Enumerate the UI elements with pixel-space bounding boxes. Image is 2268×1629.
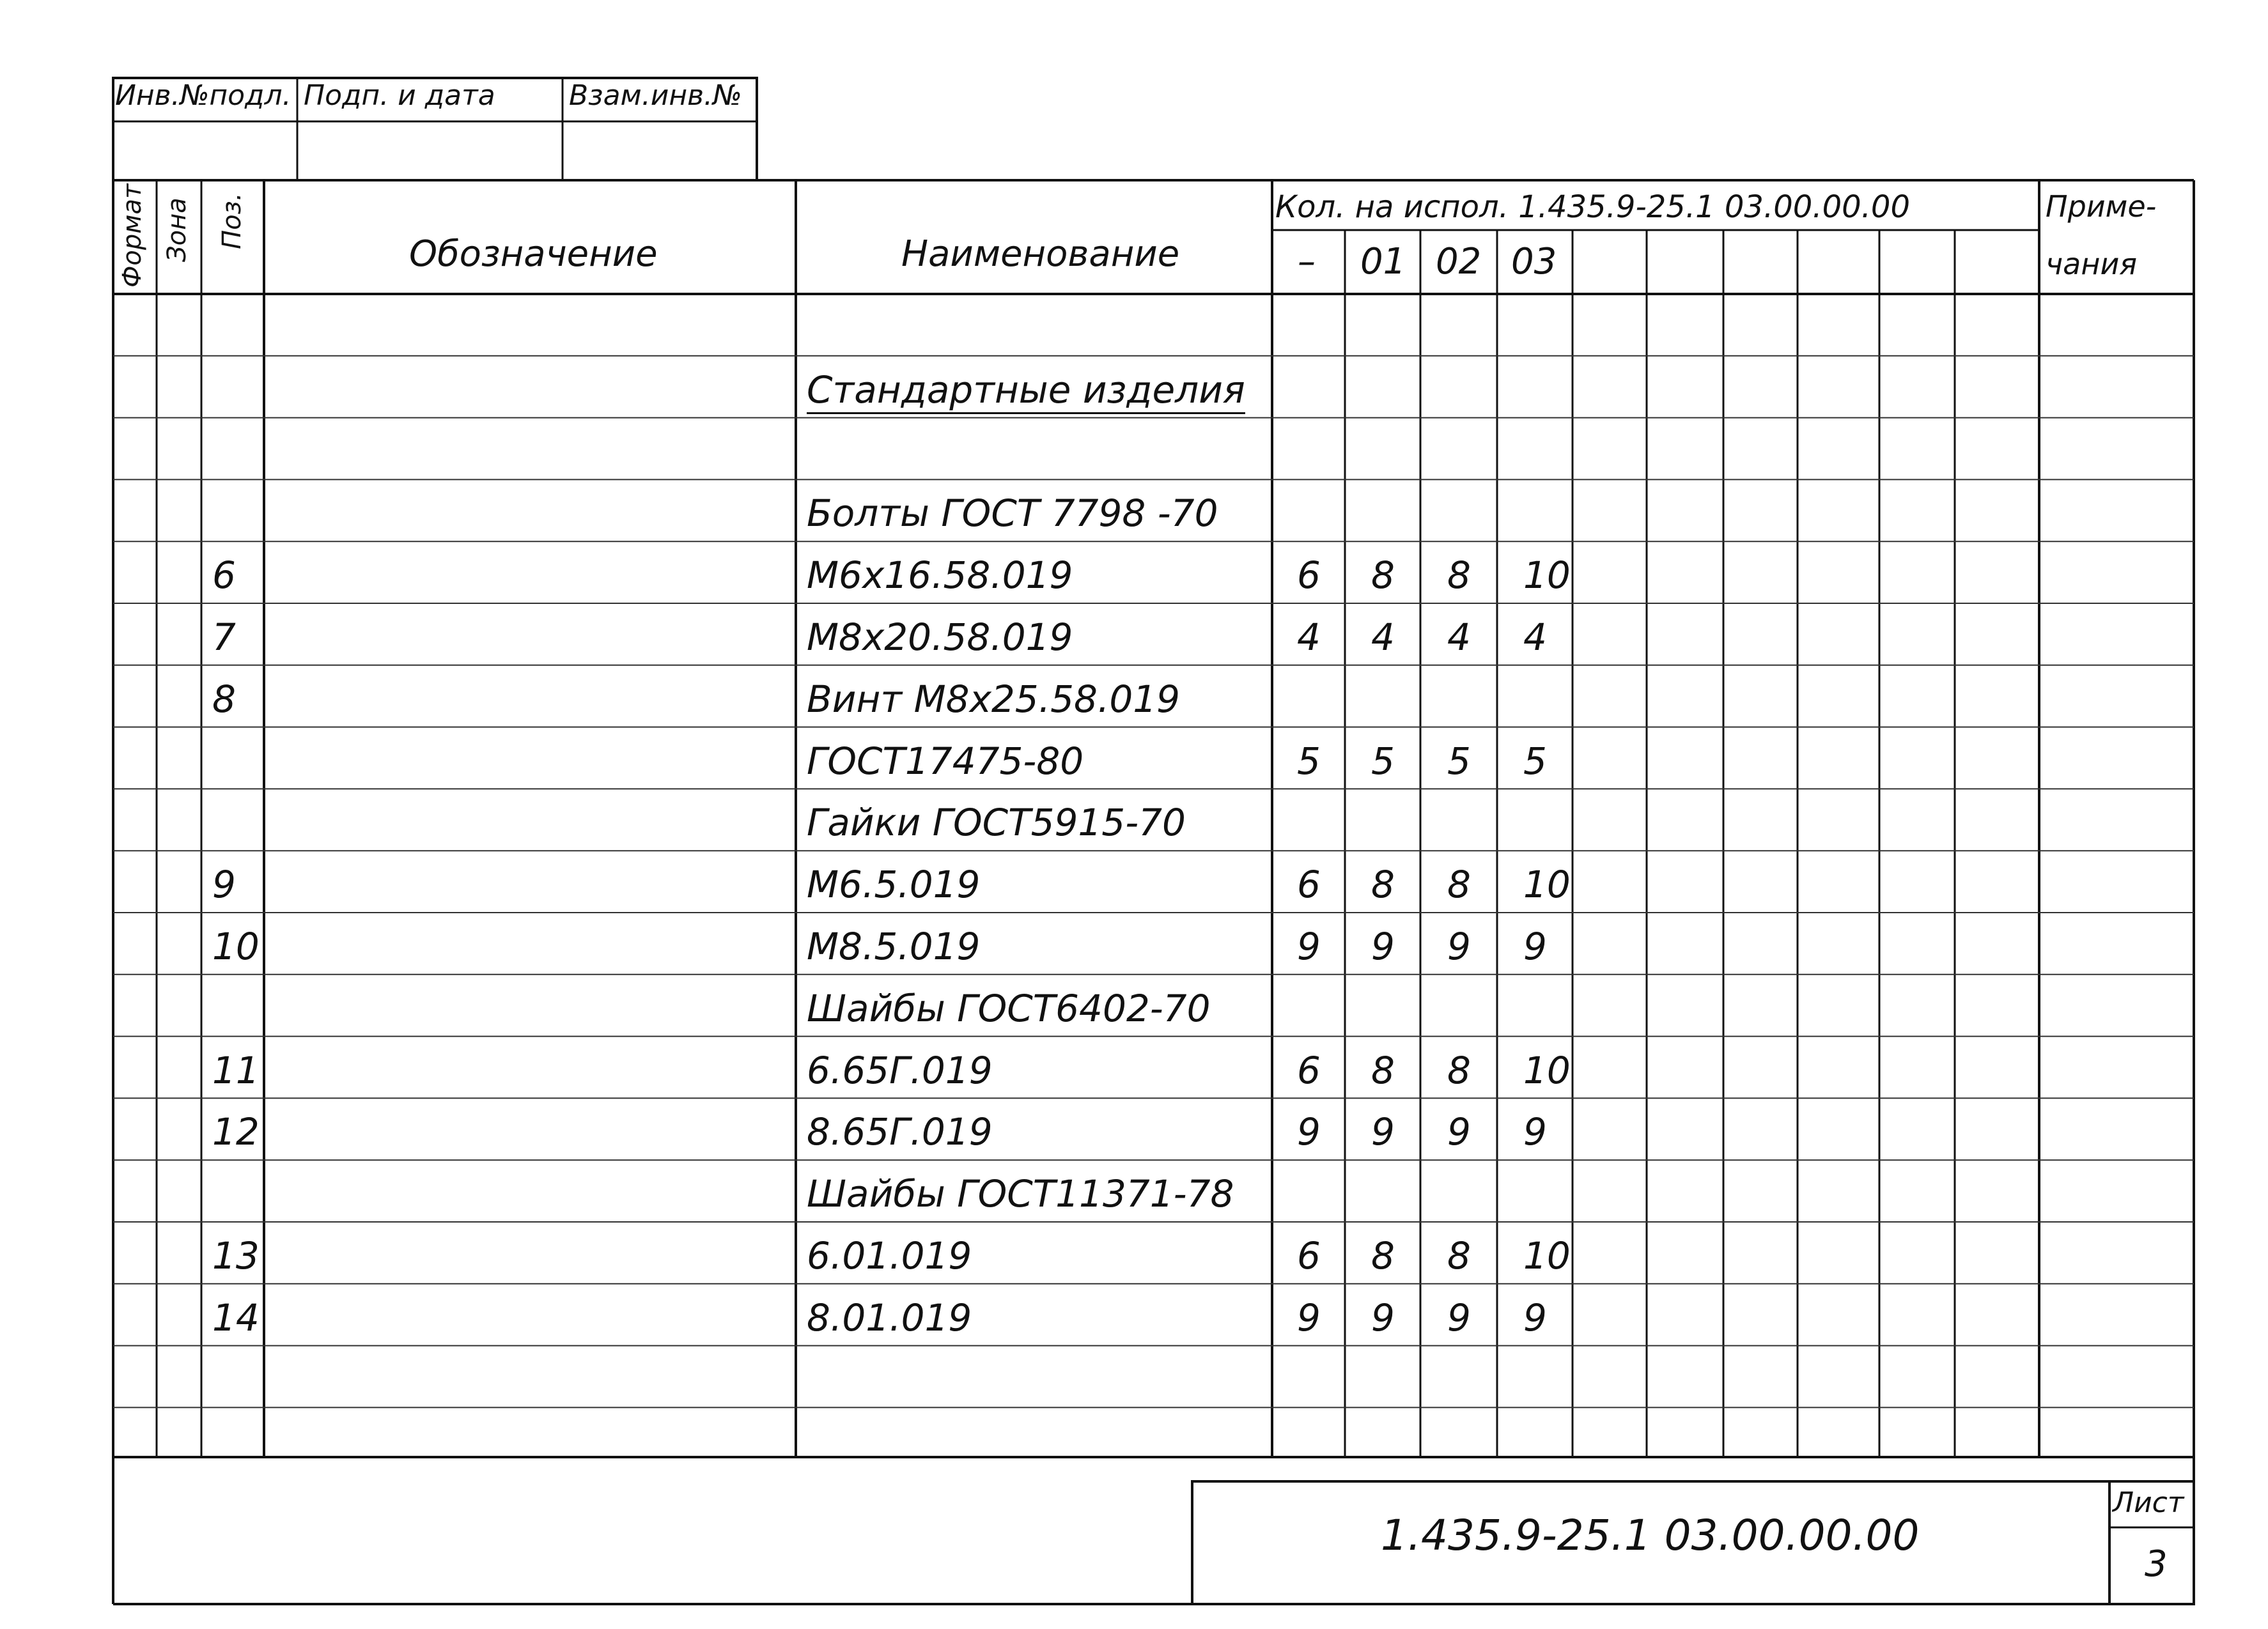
row-qty-02: 8 xyxy=(1447,553,1471,598)
row-qty-base: 6 xyxy=(1297,863,1321,907)
row-qty-03: 10 xyxy=(1523,1048,1571,1092)
row-name: 8.01.019 xyxy=(807,1295,972,1339)
row-qty-01: 4 xyxy=(1371,615,1395,659)
title-block-list-number: 3 xyxy=(2145,1543,2168,1585)
section-title: Стандартные изделия xyxy=(807,371,1245,414)
row-poz: 8 xyxy=(212,677,236,721)
row-name: М6х16.58.019 xyxy=(807,553,1073,598)
row-qty-02: 9 xyxy=(1447,1110,1471,1154)
header-zona: Зона xyxy=(162,197,192,262)
row-name: М6.5.019 xyxy=(807,863,981,907)
header-kol-col: 03 xyxy=(1511,241,1557,282)
row-qty-01: 8 xyxy=(1371,553,1395,598)
row-qty-01: 9 xyxy=(1371,1295,1395,1339)
row-qty-base: 6 xyxy=(1297,553,1321,598)
row-qty-02: 8 xyxy=(1447,863,1471,907)
row-qty-02: 8 xyxy=(1447,1234,1471,1278)
row-poz: 10 xyxy=(212,925,260,968)
row-qty-base: 4 xyxy=(1297,615,1321,659)
row-poz: 13 xyxy=(212,1234,260,1278)
row-qty-base: 9 xyxy=(1297,1110,1321,1154)
row-name: Винт М8х25.58.019 xyxy=(807,677,1181,721)
header-kol-title: Кол. на испол. 1.435.9-25.1 03.00.00.00 xyxy=(1275,189,1910,225)
row-qty-01: 8 xyxy=(1371,1234,1395,1278)
title-block-designation: 1.435.9-25.1 03.00.00.00 xyxy=(1381,1511,1920,1560)
row-poz: 7 xyxy=(212,615,236,659)
row-qty-base: 6 xyxy=(1297,1048,1321,1092)
row-qty-02: 9 xyxy=(1447,925,1471,968)
row-qty-base: 9 xyxy=(1297,1295,1321,1339)
row-name: Гайки ГОСТ5915-70 xyxy=(807,801,1186,845)
row-name: Болты ГОСТ 7798 -70 xyxy=(807,491,1218,536)
row-name: М8х20.58.019 xyxy=(807,615,1073,659)
row-poz: 12 xyxy=(212,1110,260,1154)
row-poz: 6 xyxy=(212,553,236,598)
header-format: Формат xyxy=(118,183,147,288)
row-qty-01: 8 xyxy=(1371,1048,1395,1092)
row-qty-03: 9 xyxy=(1523,925,1547,968)
row-poz: 14 xyxy=(212,1295,260,1339)
stamp-vzam-inv: Взам.инв.№ xyxy=(569,79,742,112)
row-qty-03: 4 xyxy=(1523,615,1547,659)
row-qty-01: 8 xyxy=(1371,863,1395,907)
stamp-podp-data: Подп. и дата xyxy=(304,79,495,112)
row-qty-02: 5 xyxy=(1447,739,1471,783)
header-poz: Поз. xyxy=(217,192,247,249)
header-naimenovanie: Наименование xyxy=(901,233,1180,275)
row-qty-03: 5 xyxy=(1523,739,1547,783)
row-name: 8.65Г.019 xyxy=(807,1110,993,1154)
row-name: Шайбы ГОСТ6402-70 xyxy=(807,986,1211,1030)
row-qty-base: 6 xyxy=(1297,1234,1321,1278)
row-qty-03: 10 xyxy=(1523,863,1571,907)
row-qty-03: 9 xyxy=(1523,1295,1547,1339)
row-qty-01: 5 xyxy=(1371,739,1395,783)
row-name: 6.65Г.019 xyxy=(807,1048,993,1092)
row-qty-base: 9 xyxy=(1297,925,1321,968)
row-name: 6.01.019 xyxy=(807,1234,972,1278)
row-qty-03: 10 xyxy=(1523,1234,1571,1278)
row-name: М8.5.019 xyxy=(807,925,981,968)
row-qty-02: 9 xyxy=(1447,1295,1471,1339)
header-primech-1: Приме- xyxy=(2046,189,2157,224)
row-name: ГОСТ17475-80 xyxy=(807,739,1084,783)
row-qty-03: 9 xyxy=(1523,1110,1547,1154)
header-kol-col: – xyxy=(1298,241,1316,282)
row-poz: 9 xyxy=(212,863,236,907)
row-qty-01: 9 xyxy=(1371,1110,1395,1154)
header-oboznachenie: Обозначение xyxy=(409,233,658,275)
title-block-list-label: Лист xyxy=(2113,1486,2184,1519)
row-qty-02: 8 xyxy=(1447,1048,1471,1092)
row-qty-02: 4 xyxy=(1447,615,1471,659)
row-qty-03: 10 xyxy=(1523,553,1571,598)
row-name: Шайбы ГОСТ11371-78 xyxy=(807,1172,1234,1216)
stamp-inv-podl: Инв.№подл. xyxy=(115,79,291,112)
row-qty-base: 5 xyxy=(1297,739,1321,783)
header-primech-2: чания xyxy=(2046,247,2138,281)
row-poz: 11 xyxy=(212,1048,260,1092)
header-kol-col: 01 xyxy=(1360,241,1406,282)
row-qty-01: 9 xyxy=(1371,925,1395,968)
header-kol-col: 02 xyxy=(1436,241,1482,282)
